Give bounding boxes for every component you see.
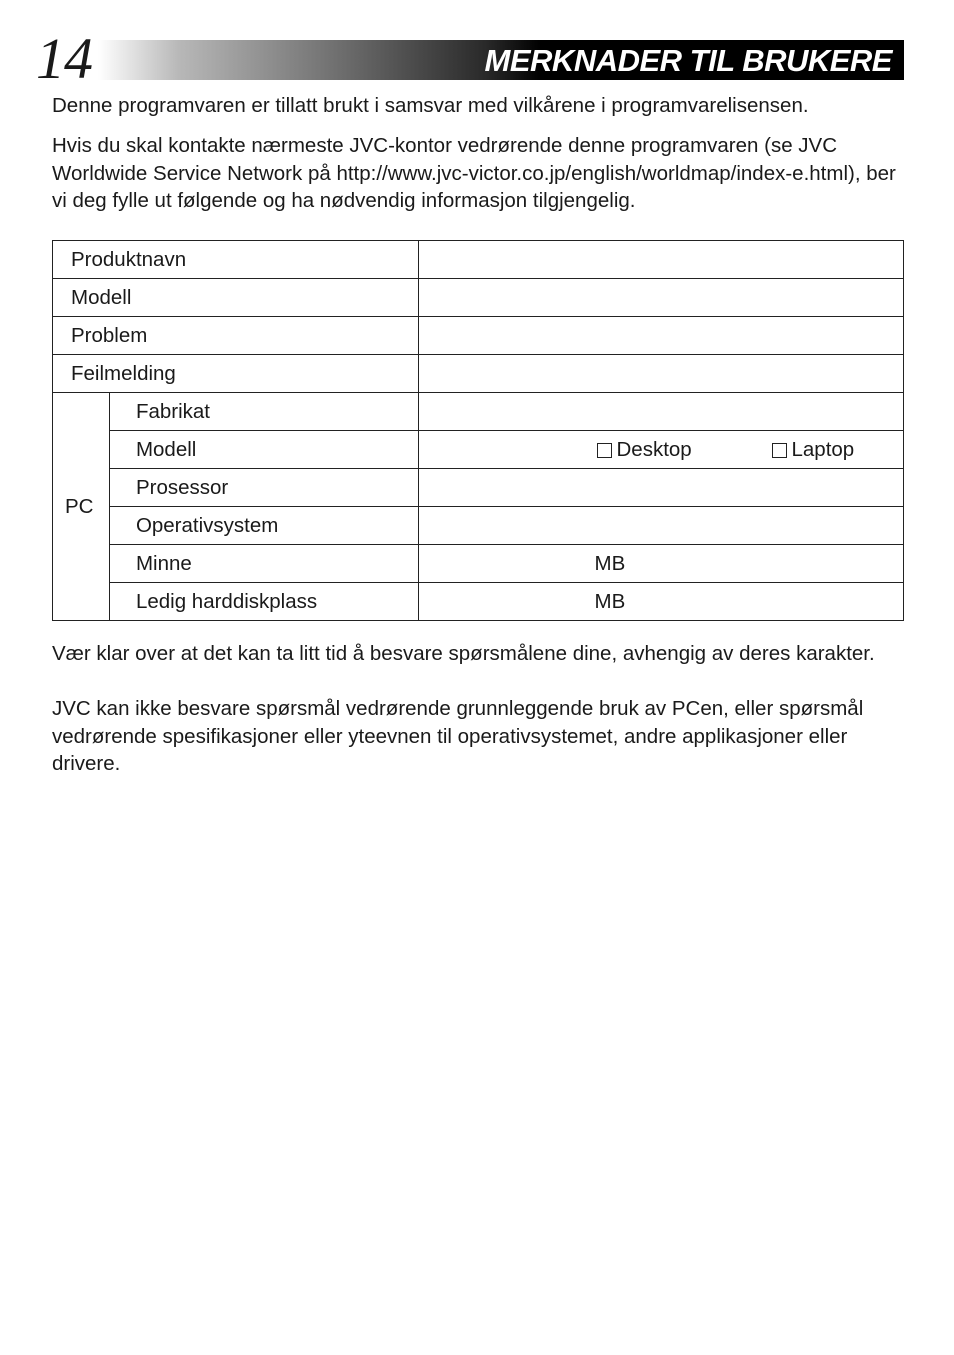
form-label-problem: Problem — [53, 317, 419, 355]
form-field-problem[interactable] — [418, 317, 904, 355]
note-paragraph-response-time: Vær klar over at det kan ta litt tid å besvare spørsmålene dine, avhengig av deres karakter. — [52, 642, 875, 665]
disk-unit-label: MB — [594, 590, 626, 613]
form-label-model: Modell — [53, 279, 419, 317]
form-row-pc-make — [53, 393, 904, 431]
memory-unit-label: MB — [594, 552, 626, 575]
form-label-pc-processor: Prosessor — [109, 469, 418, 507]
note-paragraph-limitations: JVC kan ikke besvare spørsmål vedrørende grunnleggende bruk av PCen, eller spørsmål vedrørende spesifikasjoner eller yteevnen til operativsystemet, andre applikasjoner eller drivere. — [52, 697, 864, 775]
form-label-pc-make: Fabrikat — [109, 393, 418, 431]
form-field-pc-memory[interactable] — [418, 545, 904, 583]
desktop-option-label: Desktop — [616, 438, 692, 461]
form-field-model[interactable] — [418, 279, 904, 317]
form-row-pc-disk — [53, 583, 904, 621]
form-row-product-name — [53, 241, 904, 279]
form-row-error-message — [53, 355, 904, 393]
form-label-product-name: Produktnavn — [53, 241, 419, 279]
form-label-error-message: Feilmelding — [53, 355, 419, 393]
page-title: MERKNADER TIL BRUKERE — [484, 43, 892, 78]
form-field-error-message[interactable] — [418, 355, 904, 393]
form-row-model — [53, 279, 904, 317]
laptop-checkbox[interactable] — [772, 438, 855, 462]
form-label-pc-memory: Minne — [109, 545, 418, 583]
form-row-pc-memory — [53, 545, 904, 583]
form-row-problem — [53, 317, 904, 355]
desktop-checkbox[interactable] — [597, 438, 692, 462]
page-header — [36, 26, 906, 91]
form-label-pc-model: Modell — [109, 431, 418, 469]
checkbox-square-icon — [597, 443, 612, 458]
form-row-pc-model — [53, 431, 904, 469]
intro-paragraph-contact: Hvis du skal kontakte nærmeste JVC-kontor vedrørende denne programvaren (se JVC Worldwide Service Network på http://www.jvc-victor.co.jp/english/worldmap/index-e.html), ber vi deg fylle ut følgende og ha nødvendig informasjon tilgjengelig. — [52, 134, 896, 212]
intro-paragraph-license: Denne programvaren er tillatt brukt i samsvar med vilkårene i programvarelisensen. — [52, 94, 809, 117]
form-row-pc-os — [53, 507, 904, 545]
form-field-pc-disk[interactable] — [418, 583, 904, 621]
form-field-pc-make[interactable] — [418, 393, 904, 431]
form-field-pc-model — [418, 431, 904, 469]
form-label-pc-disk: Ledig harddiskplass — [109, 583, 418, 621]
form-row-pc-processor — [53, 469, 904, 507]
form-label-pc-group: PC — [53, 393, 110, 621]
laptop-option-label: Laptop — [791, 438, 855, 461]
form-field-pc-os[interactable] — [418, 507, 904, 545]
form-label-pc-os: Operativsystem — [109, 507, 418, 545]
checkbox-square-icon — [772, 443, 787, 458]
form-field-pc-processor[interactable] — [418, 469, 904, 507]
form-field-product-name[interactable] — [418, 241, 904, 279]
support-info-form — [52, 240, 904, 621]
title-bar — [98, 40, 904, 80]
page-number: 14 — [36, 26, 92, 91]
